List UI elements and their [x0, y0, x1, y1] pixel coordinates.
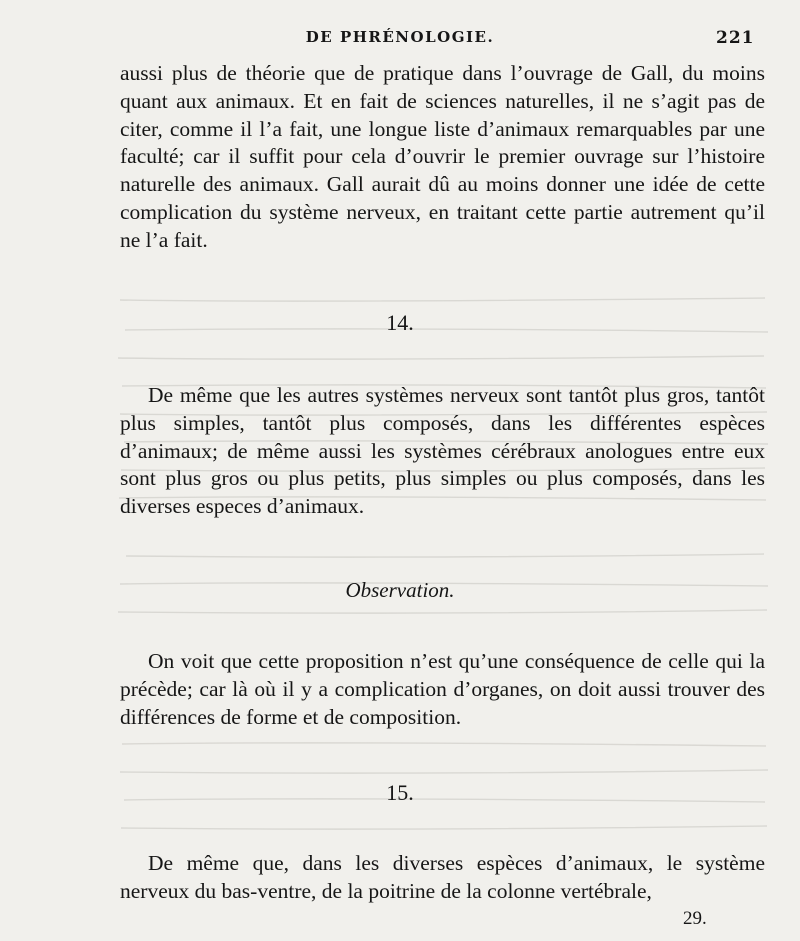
running-header: DE PHRÉNOLOGIE. — [305, 28, 495, 46]
section-number-14: 14. — [386, 310, 414, 335]
section-heading-observation: Observation. — [345, 578, 455, 602]
page-number: 221 — [716, 28, 755, 48]
section-number-15: 15. — [386, 780, 414, 805]
paragraph-section-15: De même que, dans les diverses espèces d’animaux, le système nerveux du bas-ventre, de la poitrine de la colonne vertébrale, — [120, 851, 765, 903]
paragraph-section-14: De même que les autres systèmes nerveux sont tantôt plus gros, tantôt plus simples, tantôt plus composés, dans les différentes espèces d’animaux; de même aussi les systèmes cérébraux anologues entre eux sont plus gros ou plus petits, plus simples ou plus composés, dans les diverses especes d’animaux. — [120, 383, 765, 519]
paragraph-gall-theory: aussi plus de théorie que de pratique dans l’ouvrage de Gall, du moins quant aux animaux. Et en fait de sciences naturelles, il ne s’agit pas de citer, comme il l’a fait, une longue liste d’animaux remarquables par une faculté; car il suffit pour cela d’ouvrir le premier ouvrage sur l’histoire naturelle des animaux. Gall aurait dû au moins donner une idée de cette complication du système nerveux, en traitant cette partie autrement qu’il ne l’a fait. — [120, 61, 765, 252]
signature-mark: 29. — [683, 908, 707, 929]
paragraph-observation: On voit que cette proposition n’est qu’une conséquence de celle qui la précède; car là où il y a complication d’organes, on doit aussi trouver des différences de forme et de composition. — [120, 649, 765, 729]
